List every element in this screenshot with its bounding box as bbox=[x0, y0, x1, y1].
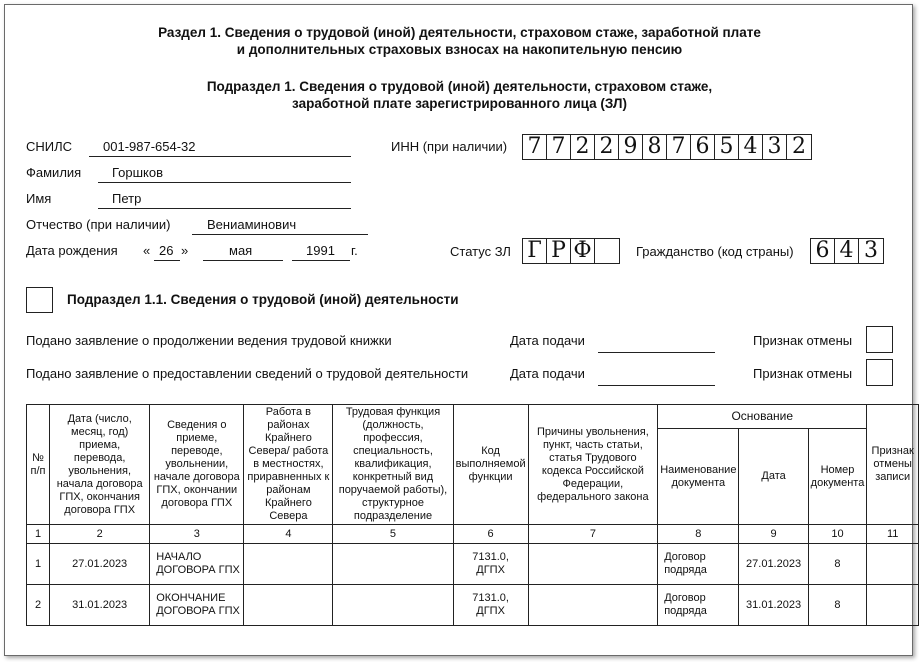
inn-digit: 7 bbox=[547, 135, 571, 159]
cell-code-line: 7131.0, bbox=[472, 592, 509, 604]
column-number: 5 bbox=[333, 525, 453, 544]
inn-digit: 2 bbox=[792, 134, 806, 159]
header-doc-name: Наименование документа bbox=[658, 429, 739, 525]
inn-cells[interactable] bbox=[522, 134, 812, 160]
snils-value[interactable]: 001-987-654-32 bbox=[103, 139, 196, 154]
cell-event-line: ДОГОВОРА ГПХ bbox=[156, 605, 240, 617]
header-function: Трудовая функция (должность, профессия, специальность, квалификация, конкретный вид поручаемой работы), структурное подразделение bbox=[333, 405, 453, 525]
column-number: 6 bbox=[453, 525, 528, 544]
cell-doc-line: подряда bbox=[664, 564, 707, 576]
cell-doc-date: 27.01.2023 bbox=[739, 544, 808, 585]
table-row bbox=[27, 544, 919, 585]
name-underline bbox=[98, 208, 351, 209]
status-char: Р bbox=[547, 239, 571, 263]
patronymic-value[interactable]: Вениаминович bbox=[207, 217, 297, 232]
inn-digit: 8 bbox=[643, 135, 667, 159]
quote-open: « bbox=[143, 243, 151, 258]
inn-digit: 5 bbox=[715, 135, 739, 159]
header-doc-date: Дата bbox=[739, 429, 808, 525]
cell-doc-name bbox=[658, 544, 739, 585]
column-number: 4 bbox=[244, 525, 333, 544]
statement-info-cancel-label: Признак отмены bbox=[753, 366, 853, 381]
cell-doc-line: Договор bbox=[664, 592, 706, 604]
subsection-title-line2: заработной плате зарегистрированного лица (ЗЛ) bbox=[292, 96, 627, 111]
cell-doc-date: 31.01.2023 bbox=[739, 585, 808, 626]
cell-code-line: 7131.0, bbox=[472, 551, 509, 563]
cell-function bbox=[333, 544, 453, 585]
name-value[interactable]: Петр bbox=[112, 191, 142, 206]
column-number-row bbox=[27, 525, 919, 544]
header-date: Дата (число, месяц, год) приема, перевода, увольнения, начала договора ГПХ, окончания договора ГПХ bbox=[50, 405, 150, 525]
header-row-1 bbox=[27, 405, 919, 429]
surname-underline bbox=[98, 182, 351, 183]
header-event: Сведения о приеме, переводе, увольнении, начале договора ГПХ, окончании договора ГПХ bbox=[150, 405, 244, 525]
cell-code bbox=[453, 544, 528, 585]
cell-reason bbox=[528, 585, 658, 626]
birth-year-underline bbox=[292, 260, 350, 261]
subsection11-title: Подраздел 1.1. Сведения о трудовой (иной) деятельности bbox=[67, 292, 459, 307]
cell-event-line: ОКОНЧАНИЕ bbox=[156, 592, 226, 604]
name-label: Имя bbox=[26, 191, 52, 206]
section-title-line1: Раздел 1. Сведения о трудовой (иной) деятельности, страховом стаже, заработной плате bbox=[158, 25, 761, 40]
column-number: 7 bbox=[528, 525, 658, 544]
cell-no: 2 bbox=[27, 585, 50, 626]
inn-digit: 4 bbox=[739, 135, 763, 159]
cell-doc-line: Договор bbox=[664, 551, 706, 563]
cell-code-line: ДГПХ bbox=[476, 564, 505, 576]
cell-code-line: ДГПХ bbox=[476, 605, 505, 617]
column-number: 10 bbox=[808, 525, 867, 544]
subsection11-checkbox[interactable] bbox=[26, 287, 53, 313]
cell-reason bbox=[528, 544, 658, 585]
statement-info-text: Подано заявление о предоставлении сведений о трудовой деятельности bbox=[26, 366, 469, 381]
statement-workbook-text: Подано заявление о продолжении ведения трудовой книжки bbox=[26, 333, 392, 348]
snils-underline bbox=[89, 156, 351, 157]
citizenship-digit: 6 bbox=[811, 239, 835, 263]
birthdate-label: Дата рождения bbox=[26, 243, 118, 258]
statement-workbook-cancel-label: Признак отмены bbox=[753, 333, 853, 348]
subsection-title-line1: Подраздел 1. Сведения о трудовой (иной) деятельности, страховом стаже, bbox=[206, 79, 713, 94]
citizenship-label: Гражданство (код страны) bbox=[636, 244, 794, 259]
status-label: Статус ЗЛ bbox=[450, 244, 511, 259]
birth-year-value[interactable]: 1991 bbox=[306, 243, 335, 258]
statement-workbook-date-field[interactable] bbox=[598, 352, 715, 353]
cell-doc-name bbox=[658, 585, 739, 626]
snils-label: СНИЛС bbox=[26, 139, 73, 154]
header-code: Код выполняемой функции bbox=[453, 405, 528, 525]
citizenship-digit: 4 bbox=[835, 239, 859, 263]
cell-event-line: ДОГОВОРА ГПХ bbox=[156, 564, 240, 576]
statement-info-cancel-checkbox[interactable] bbox=[866, 359, 893, 386]
activity-table bbox=[26, 404, 919, 626]
birth-month-underline bbox=[203, 260, 283, 261]
table-row bbox=[27, 585, 919, 626]
inn-digit: 6 bbox=[691, 135, 715, 159]
cell-north bbox=[244, 585, 333, 626]
column-number: 11 bbox=[867, 525, 919, 544]
inn-digit: 2 bbox=[595, 135, 619, 159]
year-suffix: г. bbox=[351, 243, 358, 258]
column-number: 1 bbox=[27, 525, 50, 544]
surname-value[interactable]: Горшков bbox=[112, 165, 164, 180]
statement-workbook-cancel-checkbox[interactable] bbox=[866, 326, 893, 353]
citizenship-digit: 3 bbox=[864, 238, 878, 263]
statement-info-date-label: Дата подачи bbox=[510, 366, 585, 381]
cell-event bbox=[150, 544, 244, 585]
column-number: 3 bbox=[150, 525, 244, 544]
status-char: Ф bbox=[571, 239, 595, 263]
cell-north bbox=[244, 544, 333, 585]
header-reason: Причины увольнения, пункт, часть статьи, статья Трудового кодекса Российской Федерации, федерального закона bbox=[528, 405, 658, 525]
inn-digit: 9 bbox=[619, 135, 643, 159]
status-char bbox=[595, 239, 619, 263]
cell-date: 31.01.2023 bbox=[50, 585, 150, 626]
column-number: 9 bbox=[739, 525, 808, 544]
inn-digit: 7 bbox=[523, 135, 547, 159]
statement-workbook-date-label: Дата подачи bbox=[510, 333, 585, 348]
cell-event bbox=[150, 585, 244, 626]
cell-event-line: НАЧАЛО bbox=[156, 551, 202, 563]
cell-date: 27.01.2023 bbox=[50, 544, 150, 585]
cell-code bbox=[453, 585, 528, 626]
status-cells[interactable] bbox=[522, 238, 620, 264]
header-cancel: Признак отмены записи bbox=[867, 405, 919, 525]
inn-digit: 7 bbox=[667, 135, 691, 159]
cell-function bbox=[333, 585, 453, 626]
cell-doc-line: подряда bbox=[664, 605, 707, 617]
header-no: № п/п bbox=[27, 405, 50, 525]
inn-label: ИНН (при наличии) bbox=[391, 139, 508, 154]
inn-digit: 3 bbox=[763, 135, 787, 159]
cell-cancel bbox=[867, 544, 919, 585]
cell-doc-number: 8 bbox=[808, 585, 867, 626]
citizenship-cells[interactable] bbox=[810, 238, 884, 264]
birth-day-underline bbox=[154, 260, 180, 261]
patronymic-underline bbox=[192, 234, 368, 235]
header-basis: Основание bbox=[658, 405, 867, 429]
birth-day-value[interactable]: 26 bbox=[159, 243, 174, 258]
birth-month-value[interactable]: мая bbox=[229, 243, 253, 258]
patronymic-label: Отчество (при наличии) bbox=[26, 217, 171, 232]
header-north: Работа в районах Крайнего Севера/ работа в местностях, приравненных к районам Крайнего Севера bbox=[244, 405, 333, 525]
column-number: 2 bbox=[50, 525, 150, 544]
cell-doc-number: 8 bbox=[808, 544, 867, 585]
surname-label: Фамилия bbox=[26, 165, 82, 180]
header-doc-number: Номер документа bbox=[808, 429, 867, 525]
cell-no: 1 bbox=[27, 544, 50, 585]
status-char: Г bbox=[523, 239, 547, 263]
statement-info-date-field[interactable] bbox=[598, 385, 715, 386]
section-title-line2: и дополнительных страховых взносах на накопительную пенсию bbox=[236, 42, 683, 57]
inn-digit: 2 bbox=[571, 135, 595, 159]
column-number: 8 bbox=[658, 525, 739, 544]
cell-cancel bbox=[867, 585, 919, 626]
quote-close: » bbox=[181, 243, 189, 258]
